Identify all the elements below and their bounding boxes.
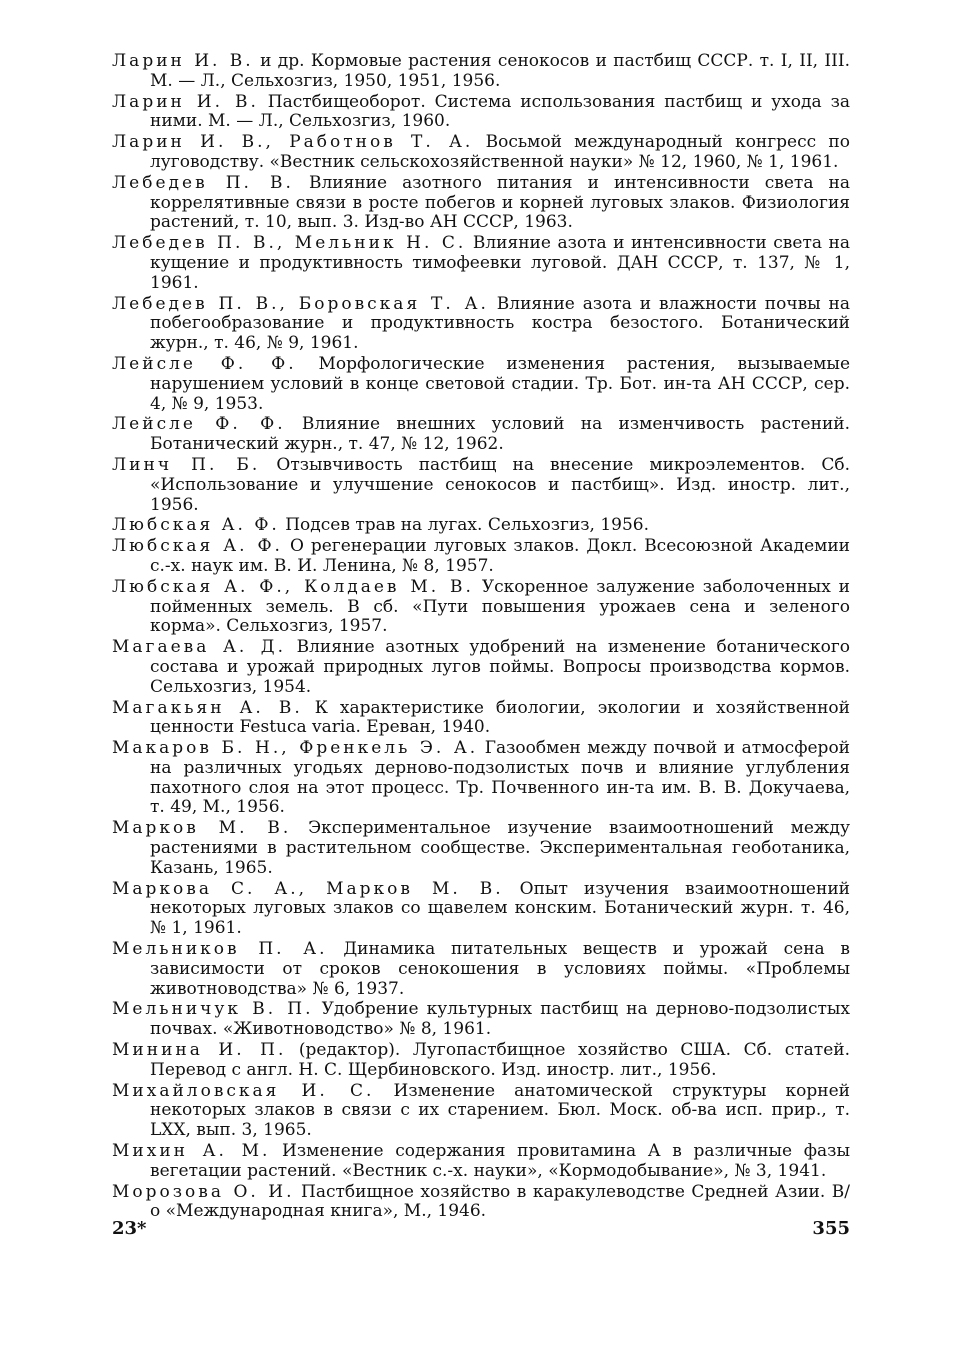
signature-mark: 23* (112, 1218, 147, 1239)
entry-text: Газообмен между почвой и атмосферой на различных угодьях дерново-подзолистых почв и влияние углубления пахотного слоя на этот процесс. Тр. Почвенного ин-та им. В. В. Докучаева, т. 49, М., 1956. (150, 738, 851, 818)
entry-text: Морфологические изменения растения, вызываемые нарушением условий в конце световой стадии. Тр. Бот. ин-та АН СССР, сер. 4, № 9, 1953. (150, 353, 850, 414)
entry-authors: Ларин И. В. (112, 51, 254, 71)
entry-authors: Михин А. М. (112, 1141, 271, 1162)
entry-text: Ускоренное залужение заболоченных и пойменных земель. В сб. «Пути повышения урожаев сена и зеленого корма». Сельхозгиз, 1957. (150, 576, 851, 637)
entry-authors: Любская А. Ф., Колдаев М. В. (112, 576, 474, 597)
bib-entry (112, 355, 850, 414)
entry-text: (редактор). Лугопастбищное хозяйство США. Сб. статей. Перевод с англ. Н. С. Щербиновского. Изд. иностр. лит., 1956. (150, 1040, 850, 1080)
bib-entry (112, 819, 850, 878)
entry-authors: Лебедев П. В., Мельник Н. С. (112, 233, 467, 254)
entry-text: Влияние азотного питания и интенсивности света на коррелятивные связи в росте побегов и корней луговых злаков. Физиология растений, т. 10, вып. 3. Изд-во АН СССР, 1963. (150, 172, 850, 233)
bibliography (112, 52, 850, 1223)
entry-authors: Магакьян А. В. (112, 697, 303, 718)
entry-authors: Лейсле Ф. Ф. (112, 414, 286, 435)
entry-text: Влияние азота и влажности почвы на побегообразование и продуктивность костра безостого. Ботанический журн., т. 46, № 9, 1961. (150, 293, 850, 354)
entry-text: Удобрение культурных пастбищ на дерново-подзолистых почвах. «Животноводство» № 8, 1961. (150, 999, 851, 1040)
bib-entry (112, 699, 850, 739)
entry-authors: Лебедев П. В. (112, 172, 294, 193)
bib-entry (112, 638, 850, 697)
bib-entry (112, 537, 850, 577)
bib-entry (112, 940, 850, 999)
bib-entry (112, 52, 850, 92)
entry-text: Изменение анатомической структуры корней некоторых злаков в связи с их старением. Бюл. Моск. об-ва исп. прир., т. LXX, вып. 3, 1965. (150, 1080, 850, 1141)
entry-authors: Марков М. В. (112, 818, 292, 839)
entry-authors: Морозова О. И. (112, 1181, 295, 1202)
entry-authors: Мельников П. А. (112, 939, 328, 960)
entry-text: Восьмой международный конгресс по луговодству. «Вестник сельскохозяйственной науки» № 12, 1960, № 1, 1961. (150, 132, 850, 172)
entry-text: Влияние азотных удобрений на изменение ботанического состава и урожай природных лугов поймы. Вопросы производства кормов. Сельхозгиз, 1954. (150, 637, 850, 697)
entry-authors: Ларин И. В. (112, 91, 259, 112)
entry-authors: Маркова С. А., Марков М. В. (112, 878, 504, 899)
entry-text: Динамика питательных веществ и урожай сена в зависимости от сроков сенокошения в условиях поймы. «Проблемы животноводства» № 6, 1937. (150, 939, 850, 999)
entry-text: Изменение содержания провитамина А в различные фазы вегетации растений. «Вестник с.-х. науки», «Кормодобывание», № 3, 1941. (150, 1141, 850, 1181)
entry-text: Подсев трав на лугах. Сельхозгиз, 1956. (279, 515, 650, 536)
page-footer (112, 1218, 850, 1239)
bib-entry (112, 234, 850, 293)
entry-text: Пастбищеоборот. Система использования пастбищ и ухода за ними. М. — Л., Сельхозгиз, 1960. (150, 91, 850, 132)
entry-text: Отзывчивость пастбищ на внесение микроэлементов. Сб. «Использование и улучшение сенокосов и пастбищ». Изд. иностр. лит., 1956. (150, 454, 850, 515)
entry-authors: Любская А. Ф. (112, 536, 283, 557)
entry-authors: Минина И. П. (112, 1040, 287, 1061)
entry-authors: Магаева А. Д. (112, 637, 287, 658)
bib-entry (112, 1082, 850, 1141)
bib-entry (112, 415, 850, 455)
entry-text: и др. Кормовые растения сенокосов и пастбищ СССР. т. I, II, III. М. — Л., Сельхозгиз, 1950, 1951, 1956. (150, 51, 850, 91)
entry-text: Влияние азота и интенсивности света на кущение и продуктивность тимофеевки луговой. ДАН СССР, т. 137, № 1, 1961. (150, 233, 850, 293)
entry-text: Опыт изучения взаимоотношений некоторых луговых злаков со щавелем конским. Ботанический журн. т. 46, № 1, 1961. (150, 878, 850, 939)
entry-text: Экспериментальное изучение взаимоотношений между растениями в растительном сообществе. Экспериментальная геоботаника, Казань, 1965. (150, 818, 850, 878)
entry-authors: Лейсле Ф. Ф. (112, 353, 297, 374)
entry-text: Влияние внешних условий на изменчивость растений. Ботанический журн., т. 47, № 12, 1962. (150, 414, 851, 455)
bib-entry (112, 93, 850, 133)
entry-authors: Лебедев П. В., Боровская Т. А. (112, 293, 489, 314)
entry-authors: Линч П. Б. (112, 454, 261, 475)
bib-entry (112, 880, 850, 939)
entry-authors: Макаров Б. Н., Френкель Э. А. (112, 738, 479, 759)
bib-entry (112, 1142, 850, 1182)
bib-entry (112, 739, 850, 818)
entry-authors: Любская А. Ф. (112, 515, 280, 536)
bib-entry (112, 1041, 850, 1081)
entry-text: Пастбищное хозяйство в каракулеводстве Средней Азии. В/о «Международная книга», М., 1946. (150, 1181, 850, 1222)
entry-authors: Михайловская И. С. (112, 1080, 375, 1101)
bib-entry (112, 174, 850, 233)
page-number: 355 (812, 1218, 850, 1239)
bib-entry (112, 295, 850, 354)
bib-entry (112, 133, 850, 173)
entry-text: О регенерации луговых злаков. Докл. Всесоюзной Академии с.-х. наук им. В. И. Ленина, № 8, 1957. (150, 536, 851, 576)
bib-entry (112, 516, 850, 536)
entry-text: К характеристике биологии, экологии и хозяйственной ценности Festuca varia. Ереван, 1940. (150, 697, 850, 738)
bib-entry (112, 1000, 850, 1040)
bib-entry (112, 456, 850, 515)
bib-entry (112, 1183, 850, 1223)
entry-authors: Ларин И. В., Работнов Т. А. (112, 132, 474, 153)
entry-authors: Мельничук В. П. (112, 999, 314, 1020)
bib-entry (112, 578, 850, 637)
